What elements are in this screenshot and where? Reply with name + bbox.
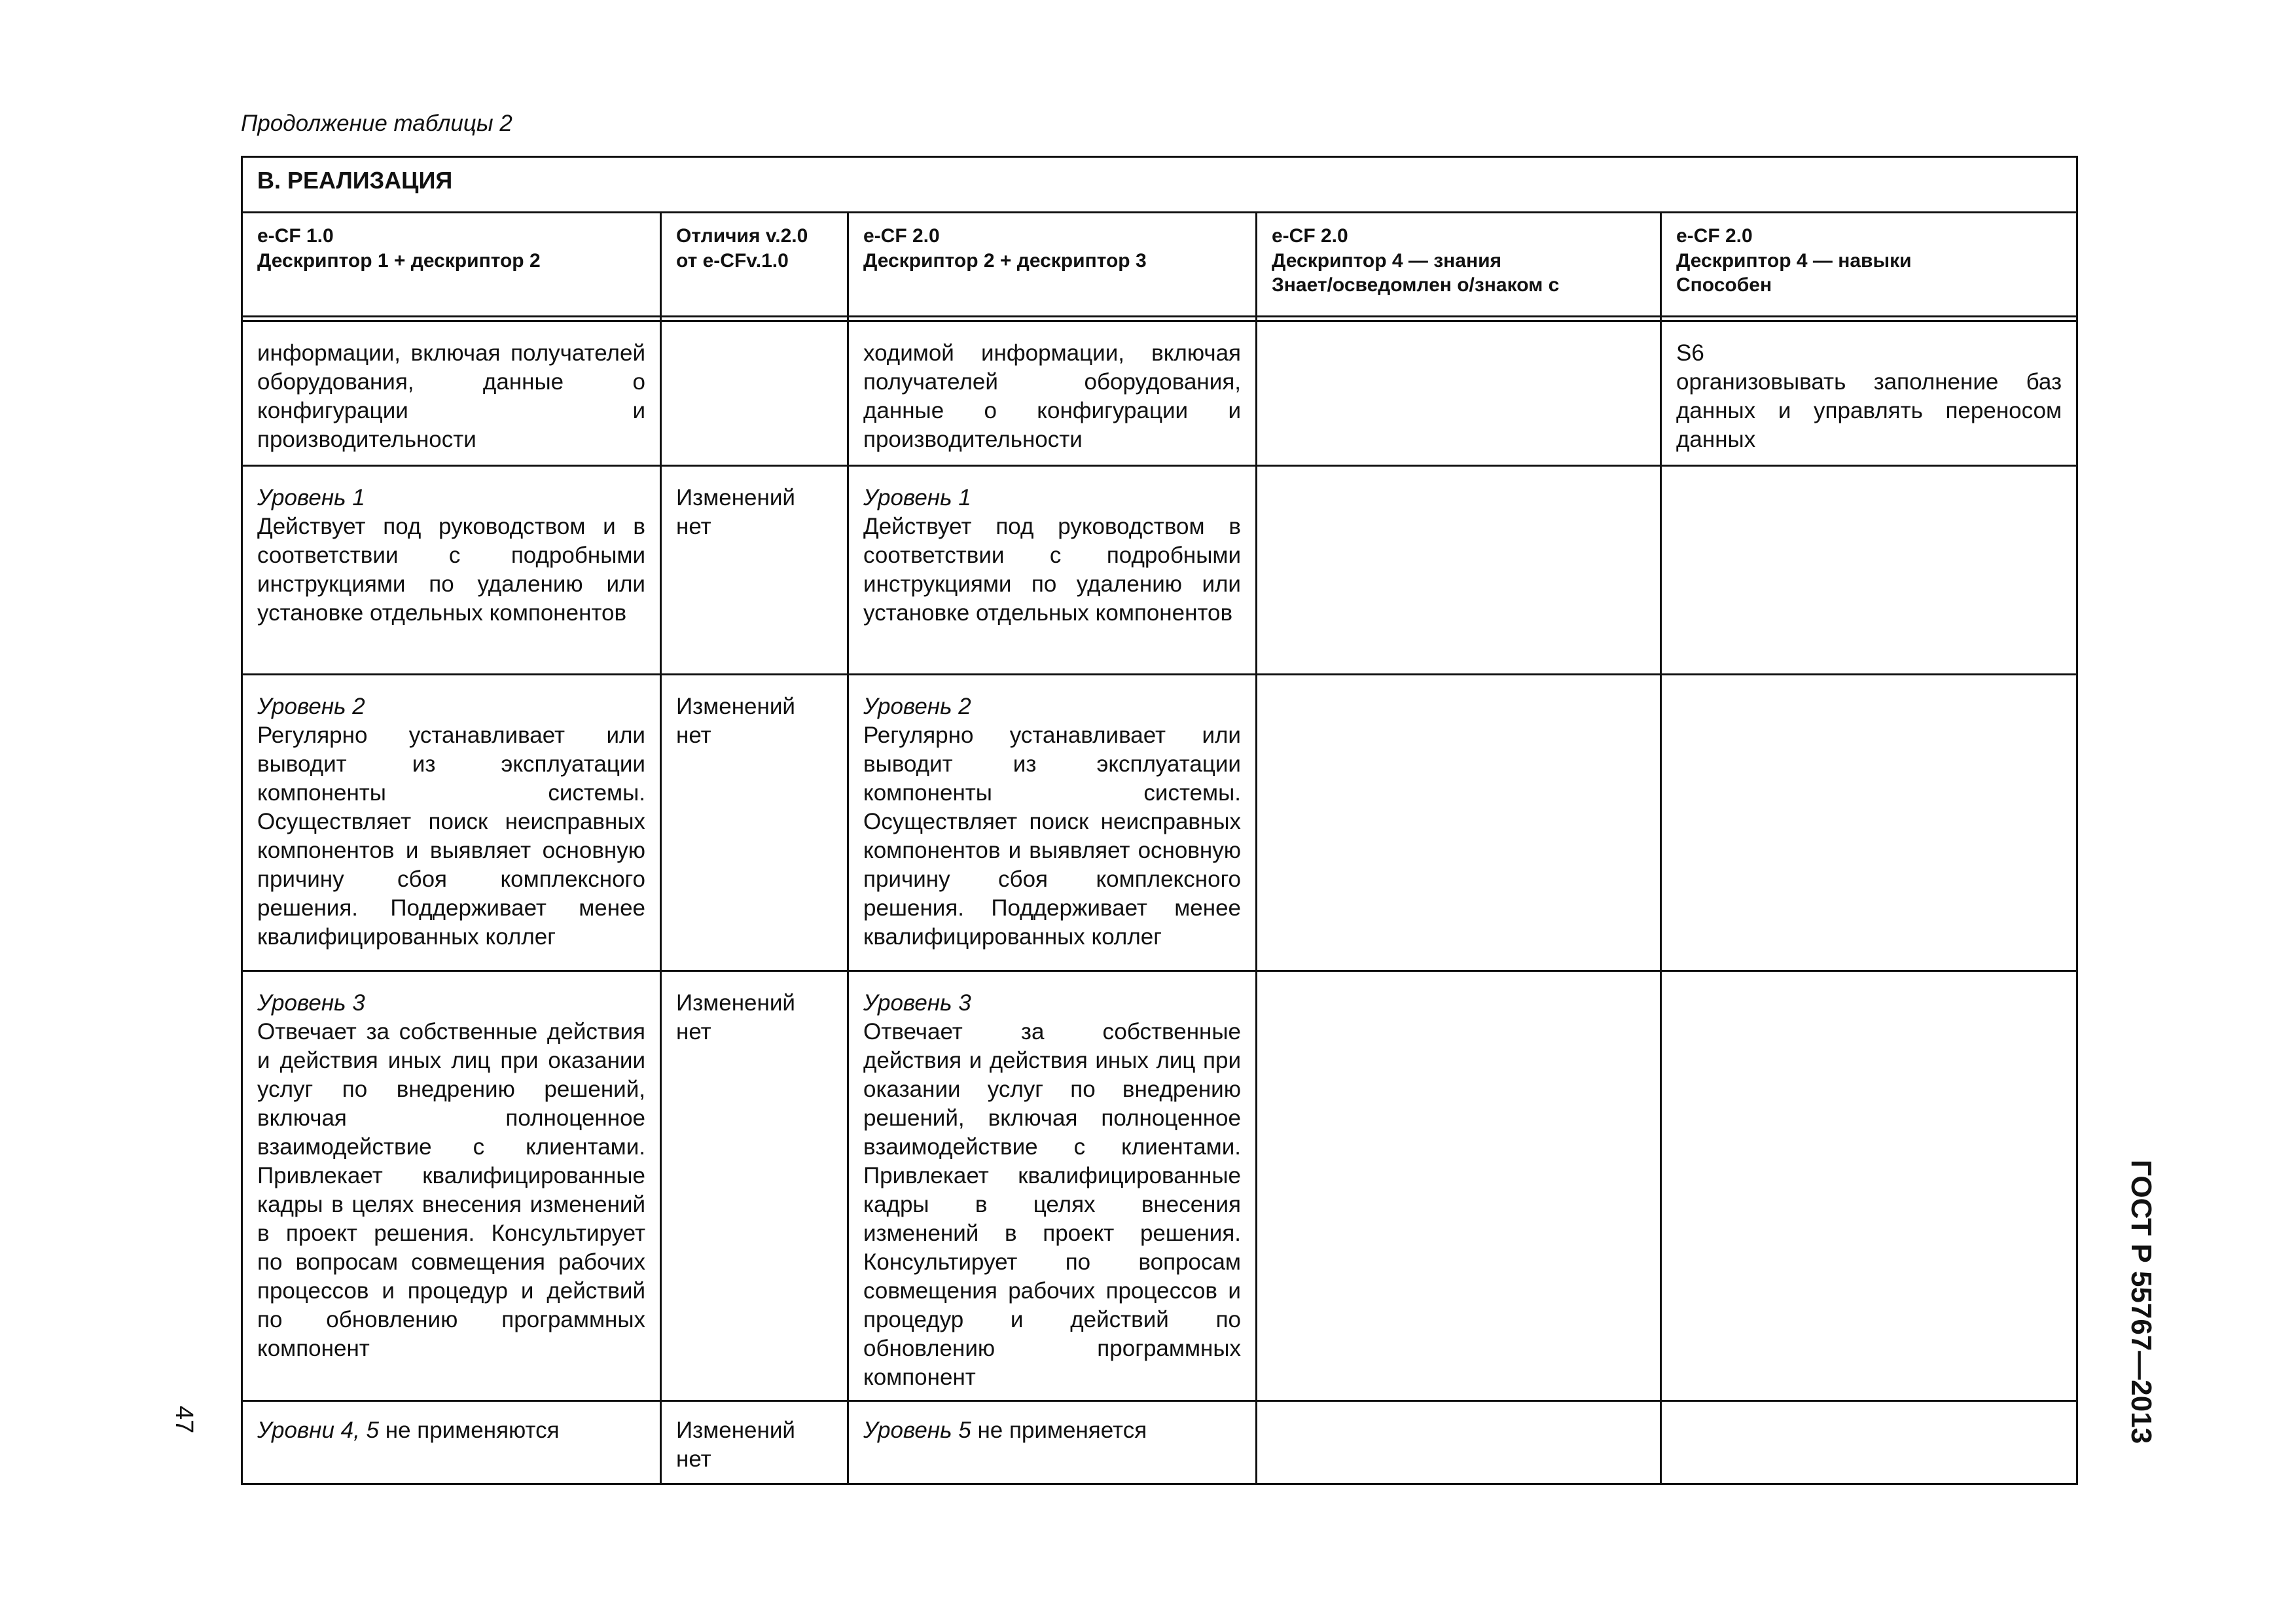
cell-text: организовывать заполнение баз данных и управлять переносом данных [1676, 369, 2062, 452]
level-label: Уровень 5 [863, 1418, 971, 1443]
cell-ecf2 [848, 466, 1257, 675]
header-cell-diff [661, 213, 848, 317]
cell-ecf1 [242, 466, 661, 675]
cell-diff: Изменений нет [661, 1401, 848, 1484]
table-row [242, 1401, 2077, 1484]
cell-text: не применяется [971, 1418, 1147, 1443]
cell-text: информации, включая получателей оборудования, данные о конфигурации и производительности [257, 340, 645, 452]
cell-text: Регулярно устанавливает или выводит из эксплуатации компоненты системы. Осуществляет поиск неисправных компонентов и выявляет основную причину сбоя комплексного решения. Поддерживает менее квалифицированных коллег [257, 722, 645, 950]
header-line: от e-CFv.1.0 [676, 249, 789, 272]
header-line: e-CF 2.0 [1272, 225, 1348, 247]
header-line: Отличия v.2.0 [676, 225, 808, 247]
cell-text: Отвечает за собственные действия и действия иных лиц при оказании услуг по внедрению решений, включая полноценное взаимодействие с клиентами. Привлекает квалифицированные кадры в целях внесения изменений в проект решения. Консультирует по вопросам совмещения рабочих процессов и процедур и действий по обновлению программных компонент [863, 1019, 1241, 1390]
cell-skills [1661, 971, 2077, 1401]
cell-text: Отвечает за собственные действия и действия иных лиц при оказании услуг по внедрению решений, включая полноценное взаимодействие с клиентами. Привлекает квалифицированные кадры в целях внесения изменений в проект решения. Консультирует по вопросам совмещения рабочих процессов и процедур и действий по обновлению программных компонент [257, 1019, 645, 1361]
cell-diff: Изменений нет [661, 675, 848, 971]
cell-skills [1661, 321, 2077, 466]
realization-table [241, 156, 2078, 1485]
cell-ecf1 [242, 1401, 661, 1484]
cell-knowledge [1257, 1401, 1661, 1484]
header-cell-ecf2 [848, 213, 1257, 317]
cell-text: ходимой информации, включая получателей оборудования, данные о конфигурации и производительности [863, 340, 1241, 452]
cell-ecf2 [848, 1401, 1257, 1484]
level-label: Уровень 1 [863, 485, 971, 510]
cell-ecf2 [848, 321, 1257, 466]
header-cell-ecf1 [242, 213, 661, 317]
cell-text: Регулярно устанавливает или выводит из эксплуатации компоненты системы. Осуществляет поиск неисправных компонентов и выявляет основную причину сбоя комплексного решения. Поддерживает менее квалифицированных коллег [863, 722, 1241, 950]
cell-knowledge [1257, 971, 1661, 1401]
level-label: Уровень 2 [257, 694, 365, 719]
table-row [242, 466, 2077, 675]
header-line: Способен [1676, 274, 1772, 296]
section-row [242, 157, 2077, 213]
cell-knowledge [1257, 466, 1661, 675]
header-cell-skills [1661, 213, 2077, 317]
header-line: e-CF 1.0 [257, 225, 334, 247]
cell-knowledge [1257, 675, 1661, 971]
document-code: ГОСТ Р 55767—2013 [2125, 1160, 2157, 1444]
table-row [242, 321, 2077, 466]
cell-diff [661, 321, 848, 466]
header-line: Дескриптор 2 + дескриптор 3 [863, 249, 1147, 272]
table-row [242, 675, 2077, 971]
cell-diff: Изменений нет [661, 466, 848, 675]
cell-diff: Изменений нет [661, 971, 848, 1401]
cell-ecf1 [242, 675, 661, 971]
cell-knowledge [1257, 321, 1661, 466]
cell-skills [1661, 466, 2077, 675]
cell-ecf2 [848, 675, 1257, 971]
table-caption: Продолжение таблицы 2 [241, 111, 512, 136]
header-line: e-CF 2.0 [863, 225, 940, 247]
level-label: Уровень 3 [863, 990, 971, 1016]
level-label: Уровень 1 [257, 485, 365, 510]
cell-ecf2 [848, 971, 1257, 1401]
cell-skills [1661, 1401, 2077, 1484]
header-line: Дескриптор 4 — навыки [1676, 249, 1912, 272]
header-line: Дескриптор 1 + дескриптор 2 [257, 249, 541, 272]
cell-text: Действует под руководством в соответствии с подробными инструкциями по удалению или установке отдельных компонентов [863, 514, 1241, 626]
header-row [242, 213, 2077, 317]
cell-ecf1 [242, 971, 661, 1401]
cell-text: Действует под руководством и в соответствии с подробными инструкциями по удалению или установке отдельных компонентов [257, 514, 645, 626]
header-separator [242, 317, 2077, 321]
table-row [242, 971, 2077, 1401]
level-label: Уровень 2 [863, 694, 971, 719]
header-line: Дескриптор 4 — знания [1272, 249, 1502, 272]
page-number: 47 [170, 1406, 198, 1434]
header-line: Знает/осведомлен о/знаком с [1272, 274, 1560, 296]
cell-skills [1661, 675, 2077, 971]
cell-text: не применяются [379, 1418, 560, 1443]
level-label: Уровень 3 [257, 990, 365, 1016]
cell-ecf1 [242, 321, 661, 466]
header-cell-knowledge [1257, 213, 1661, 317]
skill-code: S6 [1676, 340, 1704, 366]
section-title: B. РЕАЛИЗАЦИЯ [242, 157, 2077, 213]
level-label: Уровни 4, 5 [257, 1418, 380, 1443]
header-line: e-CF 2.0 [1676, 225, 1753, 247]
